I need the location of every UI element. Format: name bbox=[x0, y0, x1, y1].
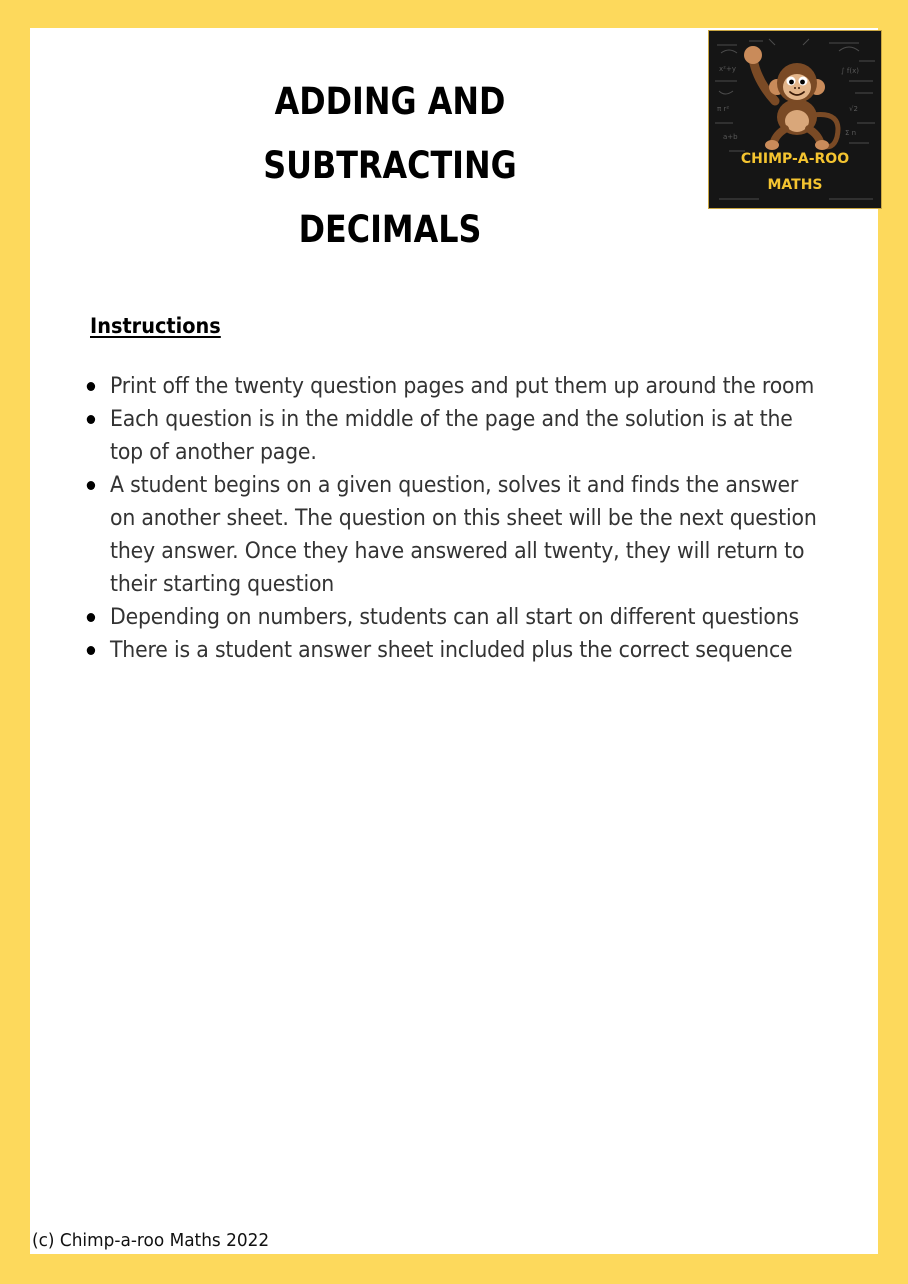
chimp-a-roo-logo bbox=[708, 30, 882, 209]
list-item-text: A student begins on a given question, solves it and finds the answer on another sheet. The question on this sheet will be the next question they answer. Once they have answered all twenty, they will return to their starting question bbox=[110, 473, 817, 597]
list-item-text: There is a student answer sheet included plus the correct sequence bbox=[110, 638, 793, 663]
instructions-heading: Instructions bbox=[90, 314, 221, 338]
svg-text:√2: √2 bbox=[849, 105, 858, 113]
title-line-1: ADDING AND SUBTRACTING bbox=[263, 80, 517, 187]
list-item-text: Each question is in the middle of the page and the solution is at the top of another page. bbox=[110, 407, 793, 465]
bullet-icon bbox=[87, 481, 95, 490]
logo-text-line-2: MATHS bbox=[767, 177, 823, 193]
svg-text:a+b: a+b bbox=[723, 133, 738, 141]
svg-text:Σ n: Σ n bbox=[845, 129, 857, 137]
logo-text-line-1: CHIMP-A-ROO bbox=[740, 151, 850, 167]
svg-text:∫ f(x): ∫ f(x) bbox=[841, 67, 859, 75]
list-item bbox=[110, 370, 826, 403]
svg-text:x²+y: x²+y bbox=[719, 65, 736, 73]
copyright-footer: (c) Chimp-a-roo Maths 2022 bbox=[32, 1230, 270, 1251]
title-line-2: DECIMALS bbox=[298, 208, 482, 251]
bullet-icon bbox=[87, 415, 95, 424]
page-title bbox=[209, 70, 570, 262]
list-item-text: Depending on numbers, students can all start on different questions bbox=[110, 605, 800, 630]
bullet-icon bbox=[87, 646, 95, 655]
list-item bbox=[110, 469, 826, 601]
list-item bbox=[110, 403, 826, 469]
list-item-text: Print off the twenty question pages and put them up around the room bbox=[110, 374, 815, 399]
list-item bbox=[110, 601, 826, 634]
bullet-icon bbox=[87, 613, 95, 622]
svg-text:π r²: π r² bbox=[717, 105, 730, 113]
instructions-list bbox=[110, 370, 830, 667]
worksheet-page bbox=[30, 28, 878, 1254]
bullet-icon bbox=[87, 382, 95, 391]
list-item bbox=[110, 634, 826, 667]
